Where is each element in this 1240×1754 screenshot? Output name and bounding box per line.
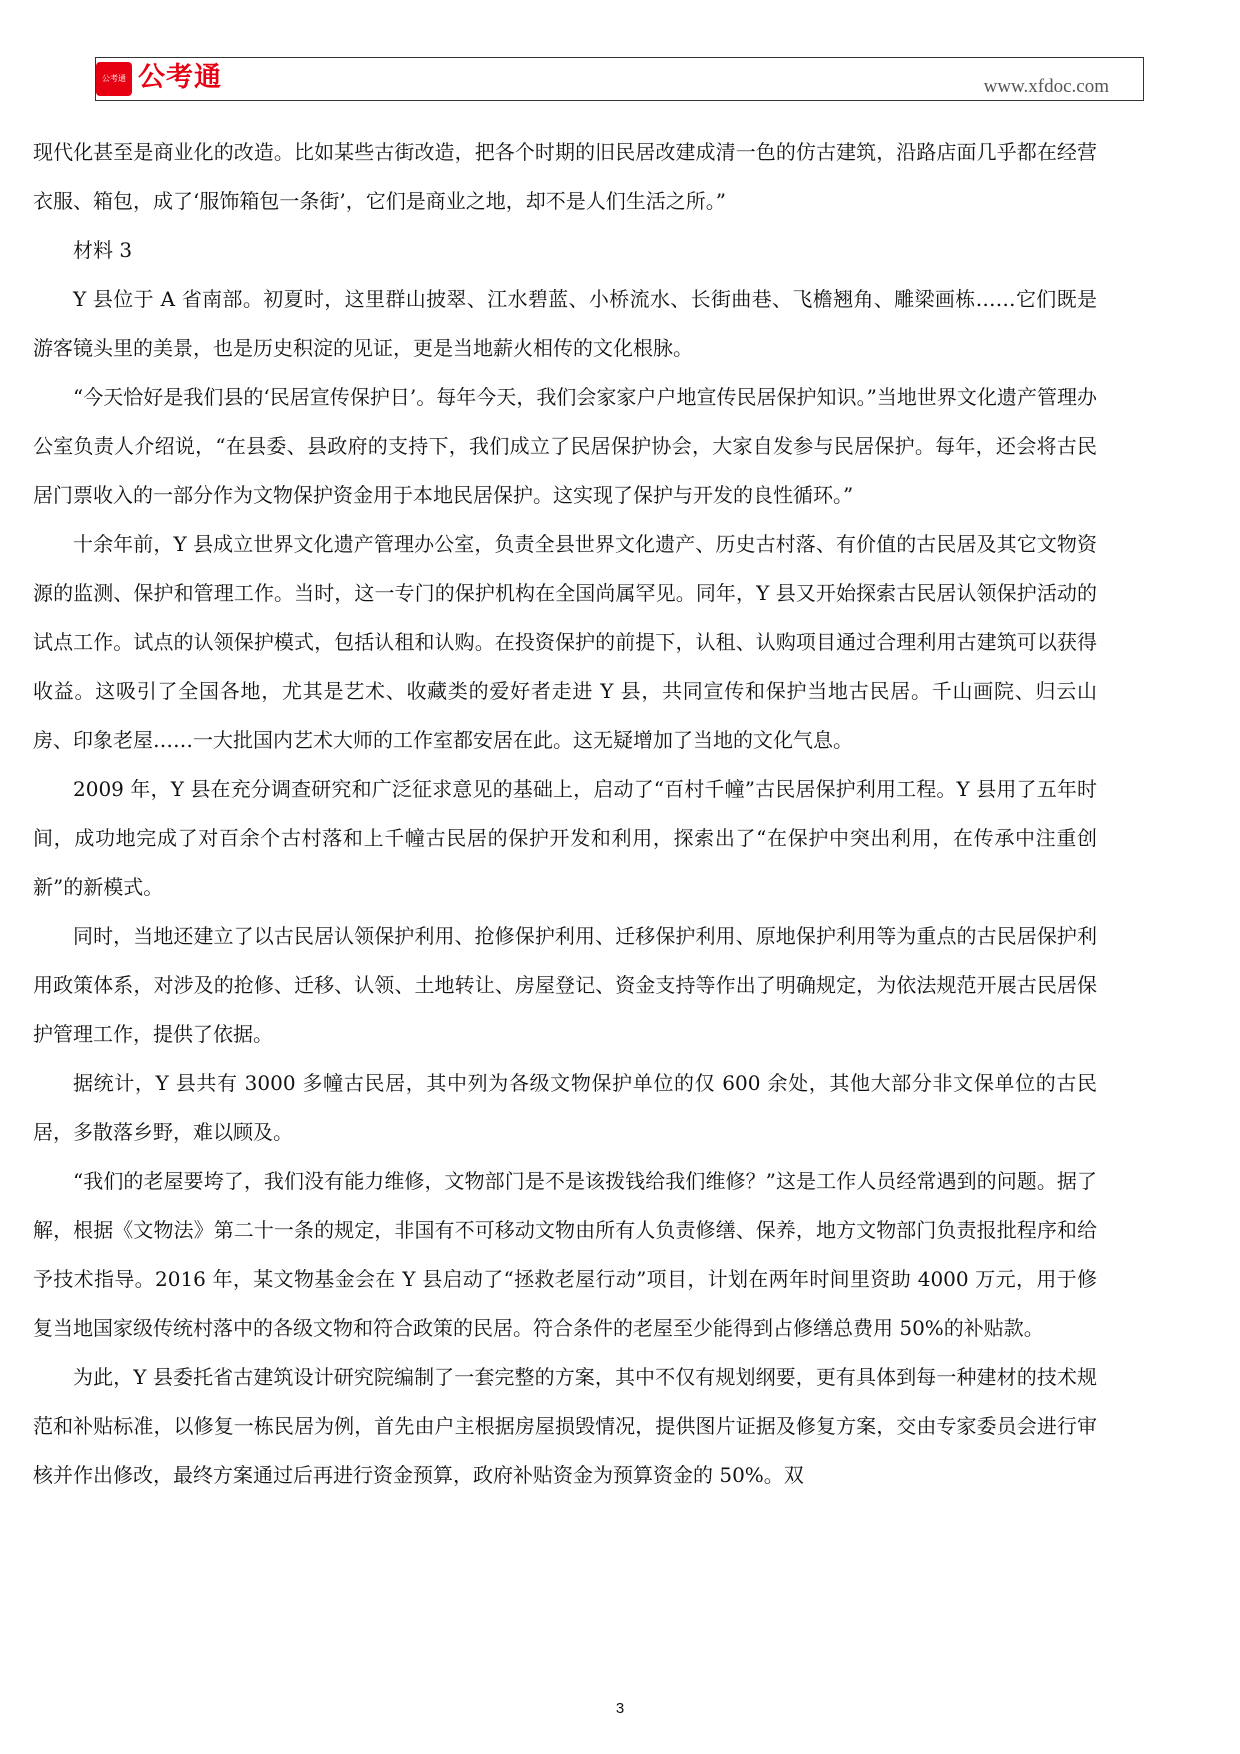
page-number: 3 [615,1700,625,1717]
document-body [33,128,1097,1500]
paragraph: “我们的老屋要垮了，我们没有能力维修，文物部门是不是该拨钱给我们维修？”这是工作人员经常遇到的问题。据了解，根据《文物法》第二十一条的规定，非国有不可移动文物由所有人负责修缮、保养，地方文物部门负责报批程序和给予技术指导。2016 年，某文物基金会在 Y 县启动了“拯救老屋行动”项目，计划在两年时间里资助 4000 万元，用于修复当地国家级传统村落中的各级文物和符合政策的民居。符合条件的老屋至少能得到占修缮总费用 50%的补贴款。 [33,1169,1097,1340]
paragraph: 同时，当地还建立了以古民居认领保护利用、抢修保护利用、迁移保护利用、原地保护利用等为重点的古民居保护利用政策体系，对涉及的抢修、迁移、认领、土地转让、房屋登记、资金支持等作出了明确规定，为依法规范开展古民居保护管理工作，提供了依据。 [33,924,1097,1046]
paragraph: 2009 年，Y 县在充分调查研究和广泛征求意见的基础上，启动了“百村千幢”古民居保护利用工程。Y 县用了五年时间，成功地完成了对百余个古村落和上千幢古民居的保护开发和利用，探索出了“在保护中突出利用，在传承中注重创新”的新模式。 [33,777,1097,899]
paragraph: 为此，Y 县委托省古建筑设计研究院编制了一套完整的方案，其中不仅有规划纲要，更有具体到每一种建材的技术规范和补贴标准，以修复一栋民居为例，首先由户主根据房屋损毁情况，提供图片证据及修复方案，交由专家委员会进行审核并作出修改，最终方案通过后再进行资金预算，政府补贴资金为预算资金的 50%。双 [33,1365,1097,1487]
paragraph: 现代化甚至是商业化的改造。比如某些古街改造，把各个时期的旧民居改建成清一色的仿古建筑，沿路店面几乎都在经营衣服、箱包，成了‘服饰箱包一条街’，它们是商业之地，却不是人们生活之所。” [33,140,1097,213]
logo-text: 公考通 [138,62,222,93]
paragraph: “今天恰好是我们县的‘民居宣传保护日’。每年今天，我们会家家户户地宣传民居保护知识。”当地世界文化遗产管理办公室负责人介绍说，“在县委、县政府的支持下，我们成立了民居保护协会，大家自发参与民居保护。每年，还会将古民居门票收入的一部分作为文物保护资金用于本地民居保护。这实现了保护与开发的良性循环。” [33,385,1097,507]
site-url: www.xfdoc.com [983,76,1109,97]
logo-badge-icon: 公考通 [96,62,132,96]
paragraph: Y 县位于 A 省南部。初夏时，这里群山披翠、江水碧蓝、小桥流水、长街曲巷、飞檐翘角、雕梁画栋……它们既是游客镜头里的美景，也是历史积淀的见证，更是当地薪火相传的文化根脉。 [33,287,1097,360]
paragraph: 据统计，Y 县共有 3000 多幢古民居，其中列为各级文物保护单位的仅 600 余处，其他大部分非文保单位的古民居，多散落乡野，难以顾及。 [33,1071,1097,1144]
page-header [95,57,1144,101]
paragraph: 十余年前，Y 县成立世界文化遗产管理办公室，负责全县世界文化遗产、历史古村落、有价值的古民居及其它文物资源的监测、保护和管理工作。当时，这一专门的保护机构在全国尚属罕见。同年，Y 县又开始探索古民居认领保护活动的试点工作。试点的认领保护模式，包括认租和认购。在投资保护的前提下，认租、认购项目通过合理利用古建筑可以获得收益。这吸引了全国各地，尤其是艺术、收藏类的爱好者走进 Y 县，共同宣传和保护当地古民居。千山画院、归云山房、印象老屋……一大批国内艺术大师的工作室都安居在此。这无疑增加了当地的文化气息。 [33,532,1097,752]
section-heading: 材料 3 [73,238,133,262]
